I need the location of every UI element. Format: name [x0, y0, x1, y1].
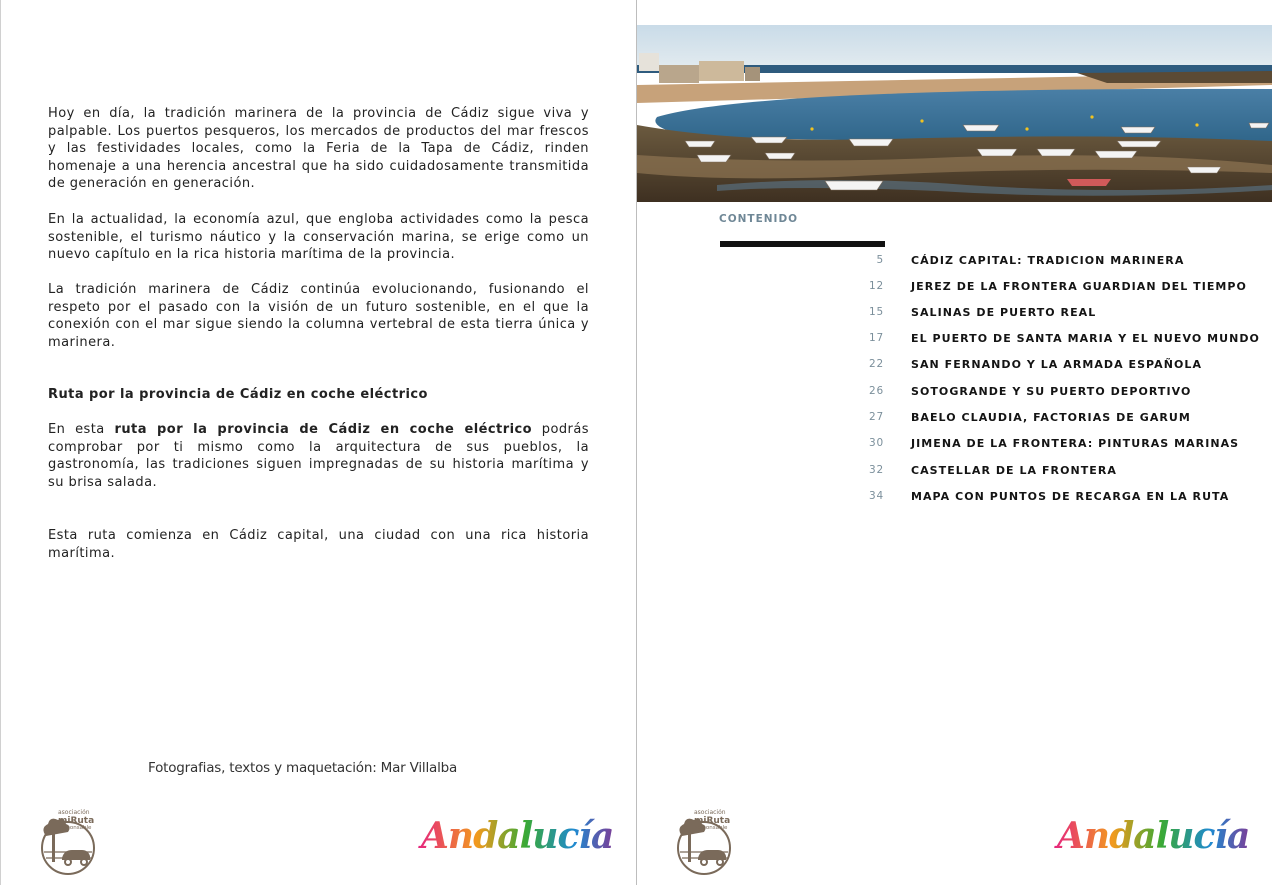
miruta-line3: responsable [694, 825, 728, 831]
toc-entry[interactable] [637, 385, 1272, 403]
toc-entry[interactable] [637, 411, 1272, 429]
miruta-line3: responsable [58, 825, 92, 831]
toc-title: SOTOGRANDE Y SU PUERTO DEPORTIVO [911, 385, 1192, 398]
toc-page-number: 5 [876, 254, 884, 266]
miruta-line2: miRuta [694, 816, 731, 826]
andalucia-wordmark: Andalucía [1057, 815, 1250, 857]
toc-page-number: 22 [869, 358, 884, 370]
contents-heading: CONTENIDO [719, 213, 799, 225]
toc-title: BAELO CLAUDIA, FACTORIAS DE GARUM [911, 411, 1191, 424]
paragraph-closing: Esta ruta comienza en Cádiz capital, una ciudad con una rica historia marítima. [48, 528, 589, 561]
toc-entry[interactable] [637, 280, 1272, 298]
miruta-logo-icon [32, 806, 102, 876]
toc-title: CASTELLAR DE LA FRONTERA [911, 464, 1117, 477]
route-text-after: podrás comprobar por ti mismo como la arquitectura de sus pueblos, la gastronomía, las tradiciones siguen impregnadas de su historia marítima y su brisa salada. [48, 422, 589, 490]
toc-title: MAPA CON PUNTOS DE RECARGA EN LA RUTA [911, 490, 1230, 503]
paragraph-route [48, 421, 589, 491]
paragraph-tradition: Hoy en día, la tradición marinera de la provincia de Cádiz sigue viva y palpable. Los puertos pesqueros, los mercados de productos del mar frescos y las festividades locales, como la Feria de la Tapa de Cádiz, rinden homenaje a una herencia ancestral que ha sido cuidadosamente transmitida de generación en generación. [48, 106, 589, 191]
toc-entry[interactable] [637, 490, 1272, 508]
toc-page-number: 12 [869, 280, 884, 292]
toc-title: SALINAS DE PUERTO REAL [911, 306, 1097, 319]
contents-rule [720, 241, 885, 247]
route-text-bold: ruta por la provincia de Cádiz en coche eléctrico [114, 422, 533, 437]
toc-page-number: 32 [869, 464, 884, 476]
andalucia-wordmark: Andalucía [421, 815, 614, 857]
toc-page-number: 15 [869, 306, 884, 318]
harbor-photo-icon [637, 25, 1272, 202]
toc-entry[interactable] [637, 306, 1272, 324]
toc-title: JIMENA DE LA FRONTERA: PINTURAS MARINAS [911, 437, 1240, 450]
toc-page-number: 34 [869, 490, 884, 502]
toc-title: SAN FERNANDO Y LA ARMADA ESPAÑOLA [911, 358, 1203, 371]
right-page [636, 0, 1271, 885]
toc-page-number: 30 [869, 437, 884, 449]
toc-entry[interactable] [637, 358, 1272, 376]
miruta-line1: asociación [694, 809, 726, 816]
paragraph-blue-economy: En la actualidad, la economía azul, que engloba actividades como la pesca sostenible, el turismo náutico y la conservación marina, se erige como un nuevo capítulo en la rica historia marítima de la provincia. [48, 212, 589, 262]
toc-entry[interactable] [637, 332, 1272, 350]
toc-entry[interactable] [637, 464, 1272, 482]
toc-entry[interactable] [637, 254, 1272, 272]
toc-title: JEREZ DE LA FRONTERA GUARDIAN DEL TIEMPO [911, 280, 1247, 293]
miruta-line1: asociación [58, 809, 90, 816]
toc-page-number: 17 [869, 332, 884, 344]
credits-line: Fotografias, textos y maquetación: Mar Villalba [148, 760, 458, 776]
toc-page-number: 26 [869, 385, 884, 397]
miruta-line2: miRuta [58, 816, 95, 826]
toc-page-number: 27 [869, 411, 884, 423]
toc-title: CÁDIZ CAPITAL: TRADICION MARINERA [911, 254, 1185, 267]
toc-entry[interactable] [637, 437, 1272, 455]
route-text-before: En esta [48, 422, 115, 437]
andalucia-logo-icon [1055, 810, 1250, 860]
andalucia-logo-icon [419, 810, 614, 860]
route-subheading: Ruta por la provincia de Cádiz en coche eléctrico [48, 387, 428, 402]
toc-title: EL PUERTO DE SANTA MARIA Y EL NUEVO MUNDO [911, 332, 1260, 345]
miruta-logo-icon [668, 806, 738, 876]
paragraph-evolution: La tradición marinera de Cádiz continúa evolucionando, fusionando el respeto por el pasado con la visión de un futuro sostenible, en el que la conexión con el mar sigue siendo la columna vertebral de esta tierra única y marinera. [48, 282, 589, 350]
